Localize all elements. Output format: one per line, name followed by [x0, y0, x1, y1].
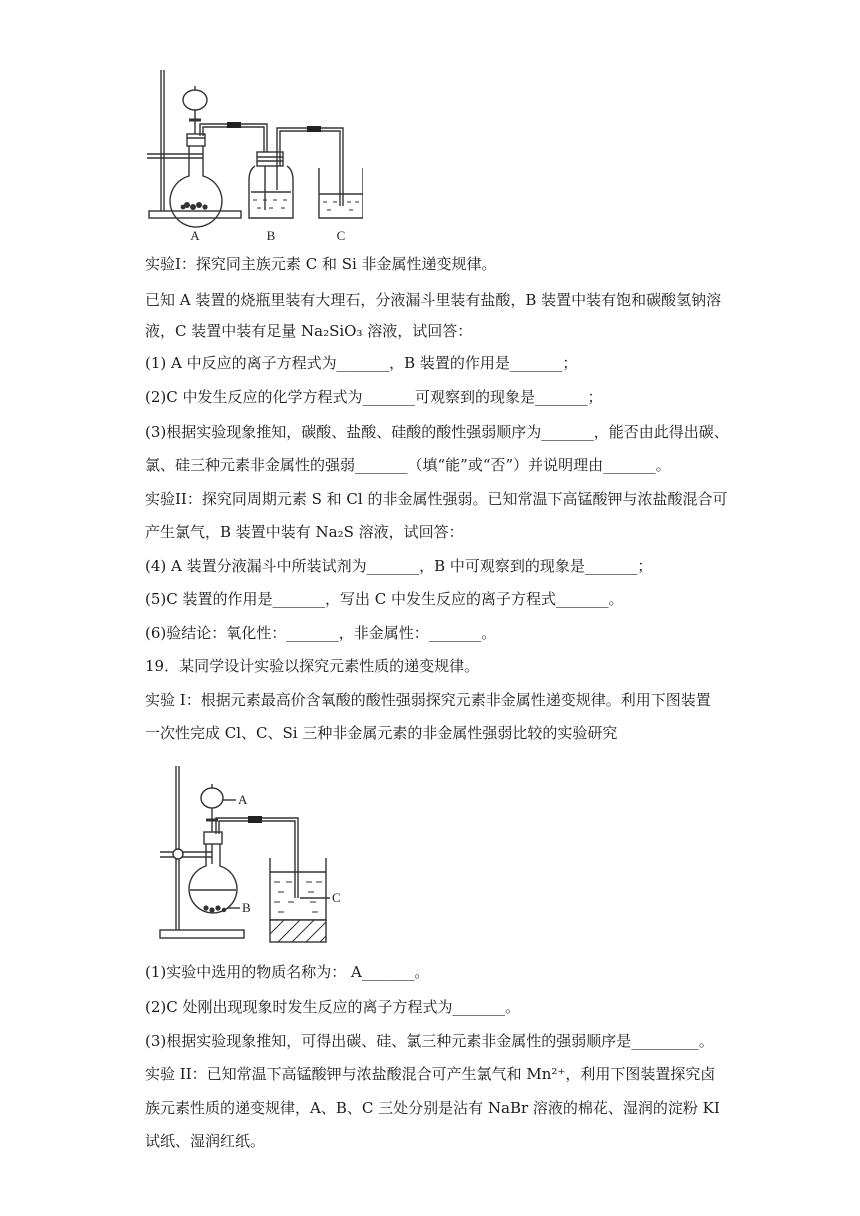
experiment1-heading: 实验I：探究同主族元素 C 和 Si 非金属性递变规律。 — [145, 255, 497, 273]
apparatus-figure-1 — [143, 68, 363, 246]
figure1-label-a: A — [190, 228, 200, 243]
question-6: (6)验结论：氧化性：_______，非金属性：_______。 — [145, 624, 497, 642]
p19-question-1: (1)实验中选用的物质名称为： A_______。 — [145, 963, 430, 981]
figure2-label-b: B — [242, 900, 251, 915]
p19-experiment2-line2: 族元素性质的递变规律，A、B、C 三处分别是沾有 NaBr 溶液的棉花、湿润的淀粉 KI — [145, 1099, 720, 1117]
problem-19-title: 19．某同学设计实验以探究元素性质的递变规律。 — [145, 657, 480, 675]
p19-question-3: (3)根据实验现象推知，可得出碳、硅、氯三种元素非金属性的强弱顺序是_________。 — [145, 1032, 714, 1050]
question-3-line1: (3)根据实验现象推知，碳酸、盐酸、硅酸的酸性强弱顺序为_______，能否由此得出碳、 — [145, 423, 729, 441]
figure2-label-c: C — [332, 890, 341, 905]
problem-19-exp1-line2: 一次性完成 Cl、C、Si 三种非金属元素的非金属性强弱比较的实验研究 — [145, 724, 618, 742]
experiment2-heading: 实验II：探究同周期元素 S 和 Cl 的非金属性强弱。已知常温下高锰酸钾与浓盐酸混合可 — [145, 490, 728, 508]
known-conditions-line1: 已知 A 装置的烧瓶里装有大理石，分液漏斗里装有盐酸，B 装置中装有饱和碳酸氢钠溶 — [145, 291, 722, 309]
problem-19-exp1-line1: 实验 I：根据元素最高价含氧酸的酸性强弱探究元素非金属性递变规律。利用下图装置 — [145, 691, 711, 709]
question-4: (4) A 装置分液漏斗中所装试剂为_______，B 中可观察到的现象是_______； — [145, 557, 653, 575]
figure1-label-b: B — [266, 228, 276, 243]
question-3-line2: 氯、硅三种元素非金属性的强弱_______（填“能”或“否”）并说明理由_______。 — [145, 456, 671, 474]
question-5: (5)C 装置的作用是_______，写出 C 中发生反应的离子方程式_______。 — [145, 590, 624, 608]
figure1-label-c: C — [336, 228, 346, 243]
experiment2-line2: 产生氯气，B 装置中装有 Na₂S 溶液，试回答： — [145, 523, 464, 541]
p19-experiment2-line3: 试纸、湿润红纸。 — [145, 1132, 266, 1150]
apparatus-diagram-1 — [143, 68, 363, 246]
question-1: (1) A 中反应的离子方程式为_______，B 装置的作用是_______； — [145, 354, 578, 372]
p19-question-2: (2)C 处刚出现现象时发生反应的离子方程式为_______。 — [145, 998, 520, 1016]
apparatus-figure-2 — [150, 762, 360, 947]
question-2: (2)C 中发生反应的化学方程式为_______可观察到的现象是_______； — [145, 388, 603, 406]
apparatus-diagram-2 — [150, 762, 360, 947]
figure2-label-a: A — [238, 792, 248, 807]
p19-experiment2-line1: 实验 II：已知常温下高锰酸钾与浓盐酸混合可产生氯气和 Mn²⁺，利用下图装置探究卤 — [145, 1065, 716, 1083]
known-conditions-line2: 液，C 装置中装有足量 Na₂SiO₃ 溶液，试回答： — [145, 322, 473, 340]
